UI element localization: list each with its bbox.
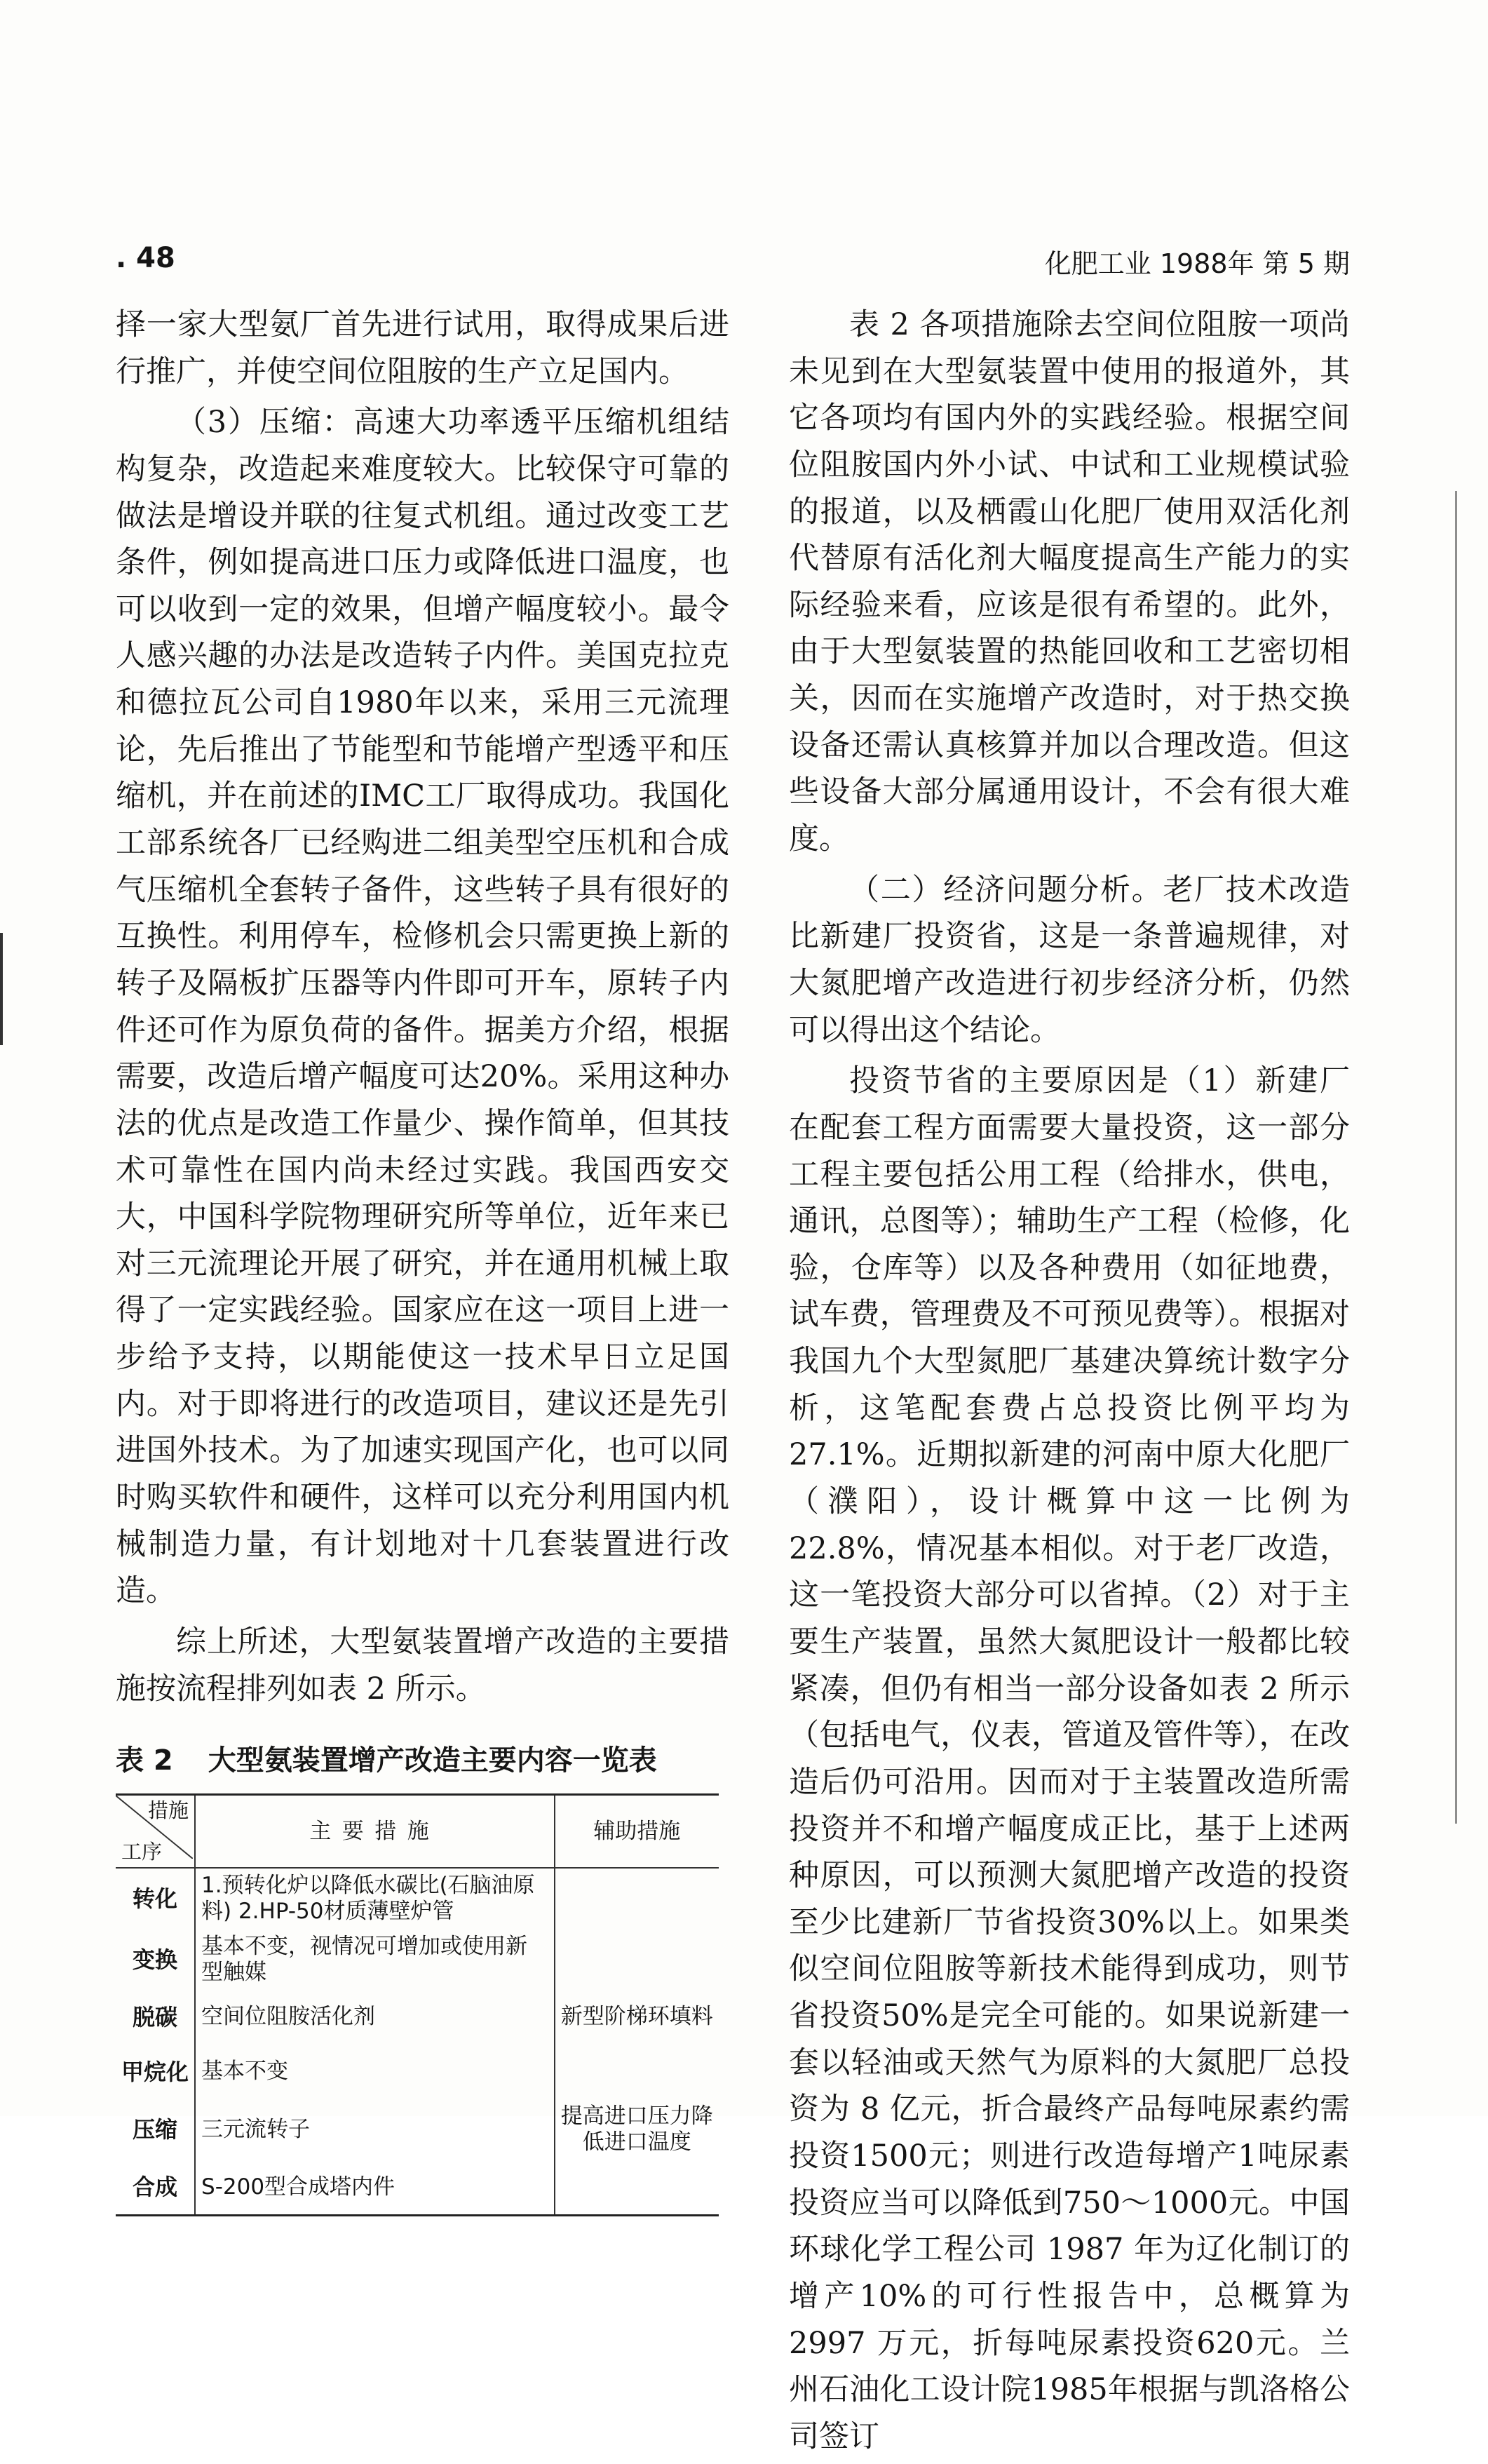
process-cell: 脱碳 — [116, 1990, 195, 2045]
right-column — [789, 302, 1350, 2464]
page-number: . 48 — [116, 242, 175, 274]
main-measure-cell: S-200型合成塔内件 — [195, 2160, 554, 2216]
header-aux-measures: 辅助措施 — [555, 1795, 719, 1869]
main-measure-cell: 三元流转子 — [195, 2099, 554, 2160]
paragraph: （二）经济问题分析。老厂技术改造比新建厂投资省，这是一条普遍规律，对大氮肥增产改造进行初步经济分析，仍然可以得出这个结论。 — [789, 872, 1350, 1048]
table-header-row — [116, 1795, 719, 1869]
paragraph: 综上所述，大型氨装置增产改造的主要措施按流程排列如表 2 所示。 — [116, 1624, 729, 1706]
paragraph: （3）压缩：高速大功率透平压缩机组结构复杂，改造起来难度较大。比较保守可靠的做法是增设并联的往复式机组。通过改变工艺条件，例如提高进口压力或降低进口温度，也可以收到一定的效果，但增产幅度较小。最令人感兴趣的办法是改造转子内件。美国克拉克和德拉瓦公司自1980年以来，采用三元流理论，先后推出了节能型和节能增产型透平和压缩机，并在前述的IMC工厂取得成功。我国化工部系统各厂已经购进二组美型空压机和合成气压缩机全套转子备件，这些转子具有很好的互换性。利用停车，检修机会只需更换上新的转子及隔板扩压器等内件即可开车，原转子内件还可作为原负荷的备件。据美方介绍，根据需要，改造后增产幅度可达20%。采用这种办法的优点是改造工作量少、操作简单，但其技术可靠性在国内尚未经过实践。我国西安交大，中国科学院物理研究所等单位，近年来已对三元流理论开展了研究，并在通用机械上取得了一定实践经验。国家应在这一项目上进一步给予支持，以期能使这一技术早日立足国内。对于即将进行的改造项目，建议还是先引进国外技术。为了加速实现国产化，也可以同时购买软件和硬件，这样可以充分利用国内机械制造力量，有计划地对十几套装置进行改造。 — [116, 405, 729, 1609]
process-cell: 转化 — [116, 1868, 195, 1929]
aux-measure-cell — [555, 1930, 719, 1990]
table-title: 大型氨装置增产改造主要内容一览表 — [208, 1744, 657, 1777]
left-column — [116, 302, 729, 2216]
process-cell: 甲烷化 — [116, 2045, 195, 2099]
table-row — [116, 1990, 719, 2045]
process-cell: 合成 — [116, 2160, 195, 2216]
scan-edge-mark — [1455, 491, 1457, 1824]
main-measure-cell: 基本不变，视情况可增加或使用新型触媒 — [195, 1930, 554, 1990]
process-cell: 压缩 — [116, 2099, 195, 2160]
table-row — [116, 2045, 719, 2099]
measures-table — [116, 1793, 719, 2216]
table-row — [116, 1930, 719, 1990]
table-row — [116, 2160, 719, 2216]
corner-header-top: 措施 — [148, 1798, 189, 1823]
main-measure-cell: 空间位阻胺活化剂 — [195, 1990, 554, 2045]
aux-measure-cell — [555, 2045, 719, 2099]
aux-measure-cell: 提高进口压力降低进口温度 — [560, 2103, 713, 2155]
main-measure-cell: 基本不变 — [195, 2045, 554, 2099]
aux-measure-cell — [555, 2160, 719, 2216]
table-caption — [116, 1739, 729, 1782]
corner-header — [116, 1795, 195, 1869]
corner-header-bottom: 工序 — [121, 1840, 163, 1864]
process-cell: 变换 — [116, 1930, 195, 1990]
aux-measure-cell — [555, 1868, 719, 1929]
table-row — [116, 1868, 719, 1929]
table-number: 表 2 — [116, 1744, 173, 1777]
page-header — [116, 242, 1350, 284]
table-row — [116, 2099, 719, 2160]
journal-info: 化肥工业 1988年 第 5 期 — [1044, 248, 1350, 279]
paragraph: 投资节省的主要原因是（1）新建厂在配套工程方面需要大量投资，这一部分工程主要包括公用工程（给排水，供电，通讯，总图等）；辅助生产工程（检修，化验，仓库等）以及各种费用（如征地费，试车费，管理费及不可预见费等）。根据对我国九个大型氮肥厂基建决算统计数字分析，这笔配套费占总投资比例平均为27.1%。近期拟新建的河南中原大化肥厂（濮阳），设计概算中这一比例为22.8%，情况基本相似。对于老厂改造，这一笔投资大部分可以省掉。（2）对于主要生产装置，虽然大氮肥设计一般都比较紧凑，但仍有相当一部分设备如表 2 所示（包括电气，仪表，管道及管件等），在改造后仍可沿用。因而对于主装置改造所需投资并不和增产幅度成正比，基于上述两种原因，可以预测大氮肥增产改造的投资至少比建新厂节省投资30%以上。如果类似空间位阻胺等新技术能得到成功，则节省投资50%是完全可能的。如果说新建一套以轻油或天然气为原料的大氮肥厂总投资为 8 亿元，折合最终产品每吨尿素约需投资1500元；则进行改造每增产1吨尿素投资应当可以降低到750～1000元。中国环球化学工程公司 1987 年为辽化制订的增产10%的可行性报告中，总概算为 2997 万元，折每吨尿素投资620元。兰州石油化工设计院1985年根据与凯洛格公司签订 — [789, 1063, 1350, 2454]
header-main-measures: 主要措施 — [195, 1795, 554, 1869]
main-measure-cell: 1.预转化炉以降低水碳比(石脑油原料) 2.HP-50材质薄壁炉管 — [195, 1868, 554, 1929]
paragraph: 表 2 各项措施除去空间位阻胺一项尚未见到在大型氨装置中使用的报道外，其它各项均有国内外的实践经验。根据空间位阻胺国内外小试、中试和工业规模试验的报道，以及栖霞山化肥厂使用双活化剂代替原有活化剂大幅度提高生产能力的实际经验来看，应该是很有希望的。此外，由于大型氨装置的热能回收和工艺密切相关，因而在实施增产改造时，对于热交换设备还需认真核算并加以合理改造。但这些设备大部分属通用设计，不会有很大难度。 — [789, 307, 1350, 857]
paragraph: 择一家大型氨厂首先进行试用，取得成果后进行推广，并使空间位阻胺的生产立足国内。 — [116, 307, 729, 389]
scan-edge-mark — [0, 933, 3, 1045]
aux-measure-cell: 新型阶梯环填料 — [560, 2004, 713, 2030]
